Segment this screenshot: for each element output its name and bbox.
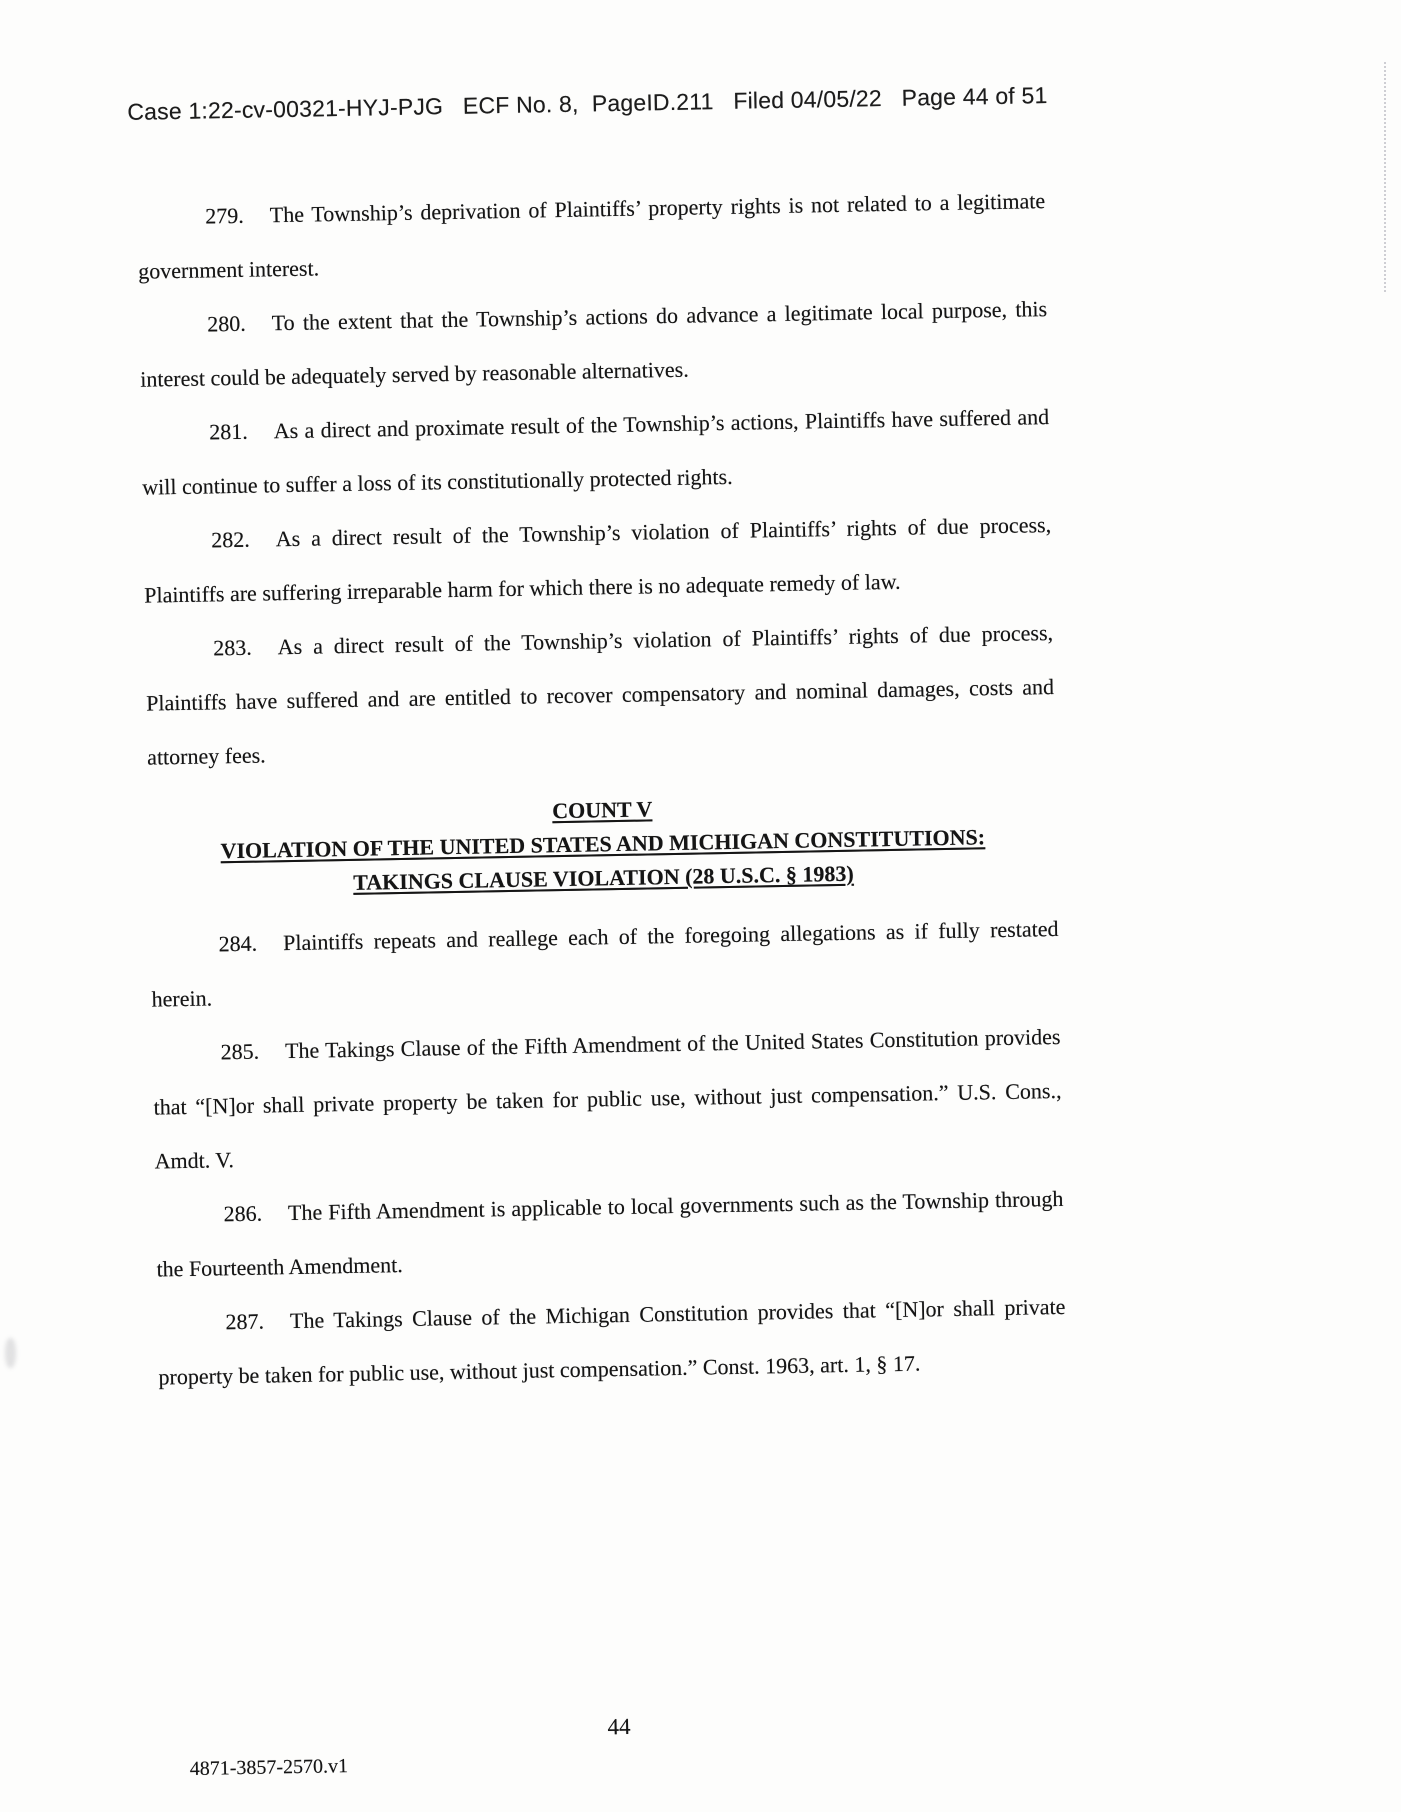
scan-artifact-smudge	[5, 1338, 16, 1368]
paragraph-number: 287.	[225, 1308, 265, 1335]
paragraph-text: To the extent that the Township’s actions do advance a legitimate local purpose, this interest could be adequately served by reasonable alternatives.	[140, 296, 1048, 392]
numbered-paragraph	[137, 174, 1047, 299]
paragraph-number: 279.	[205, 202, 244, 229]
numbered-paragraph	[139, 282, 1049, 407]
count-v-heading	[148, 785, 1058, 904]
paragraph-text: As a direct result of the Township’s violation of Plaintiffs’ rights of due process, Plaintiffs have suffered and are entitled to recover compensatory and nominal damages, costs and attorney fees.	[145, 620, 1055, 770]
document-control-number: 4871-3857-2570.v1	[189, 1755, 349, 1781]
scan-artifact-dotted-line	[1384, 62, 1386, 292]
paragraph-number: 282.	[210, 526, 250, 553]
numbered-paragraph	[150, 902, 1060, 1027]
numbered-paragraph	[155, 1172, 1065, 1297]
paragraph-text: The Takings Clause of the Michigan Constitution provides that “[N]or shall private property be taken for public use, without just compensation.” Const. 1963, art. 1, § 17.	[158, 1293, 1066, 1390]
paragraph-text: The Fifth Amendment is applicable to local governments such as the Township through the Fourteenth Amendment.	[156, 1185, 1064, 1282]
numbered-paragraph	[145, 606, 1056, 785]
paragraph-number: 284.	[218, 930, 258, 957]
paragraph-number: 281.	[208, 418, 248, 445]
count-heading-line-2: VIOLATION OF THE UNITED STATES AND MICHIGAN CONSTITUTIONS:	[220, 824, 986, 864]
count-heading-line-3: TAKINGS CLAUSE VIOLATION (28 U.S.C. § 1983)	[352, 860, 854, 895]
page-number: 44	[607, 1713, 631, 1740]
case-caption-header: Case 1:22-cv-00321-HYJ-PJG ECF No. 8, PageID.211 Filed 04/05/22 Page 44 of 51	[127, 82, 1048, 125]
paragraph-text: The Takings Clause of the Fifth Amendment of the United States Constitution provides that “[N]or shall private property be taken for public use, without just compensation.” U.S. Cons., Amdt. V.	[153, 1023, 1062, 1174]
document-body	[137, 174, 1067, 1404]
paragraph-text: The Township’s deprivation of Plaintiffs’ property rights is not related to a legitimate government interest.	[138, 188, 1046, 284]
count-heading-line-1: COUNT V	[551, 796, 653, 824]
paragraph-text: As a direct result of the Township’s violation of Plaintiffs’ rights of due process, Plaintiffs are suffering irreparable harm for which there is no adequate remedy of law.	[143, 512, 1052, 608]
paragraph-number: 285.	[220, 1038, 260, 1065]
paragraph-text: As a direct and proximate result of the Township’s actions, Plaintiffs have suffered and will continue to suffer a loss of its constitutionally protected rights.	[141, 404, 1050, 500]
numbered-paragraph	[157, 1280, 1067, 1405]
paragraph-number: 283.	[212, 634, 252, 661]
paragraph-number: 280.	[207, 310, 246, 337]
paragraph-number: 286.	[223, 1200, 263, 1227]
numbered-paragraph	[141, 390, 1051, 515]
numbered-paragraph	[152, 1010, 1063, 1189]
numbered-paragraph	[143, 498, 1053, 623]
paragraph-text: Plaintiffs repeats and reallege each of the foregoing allegations as if fully restated herein.	[151, 915, 1059, 1012]
